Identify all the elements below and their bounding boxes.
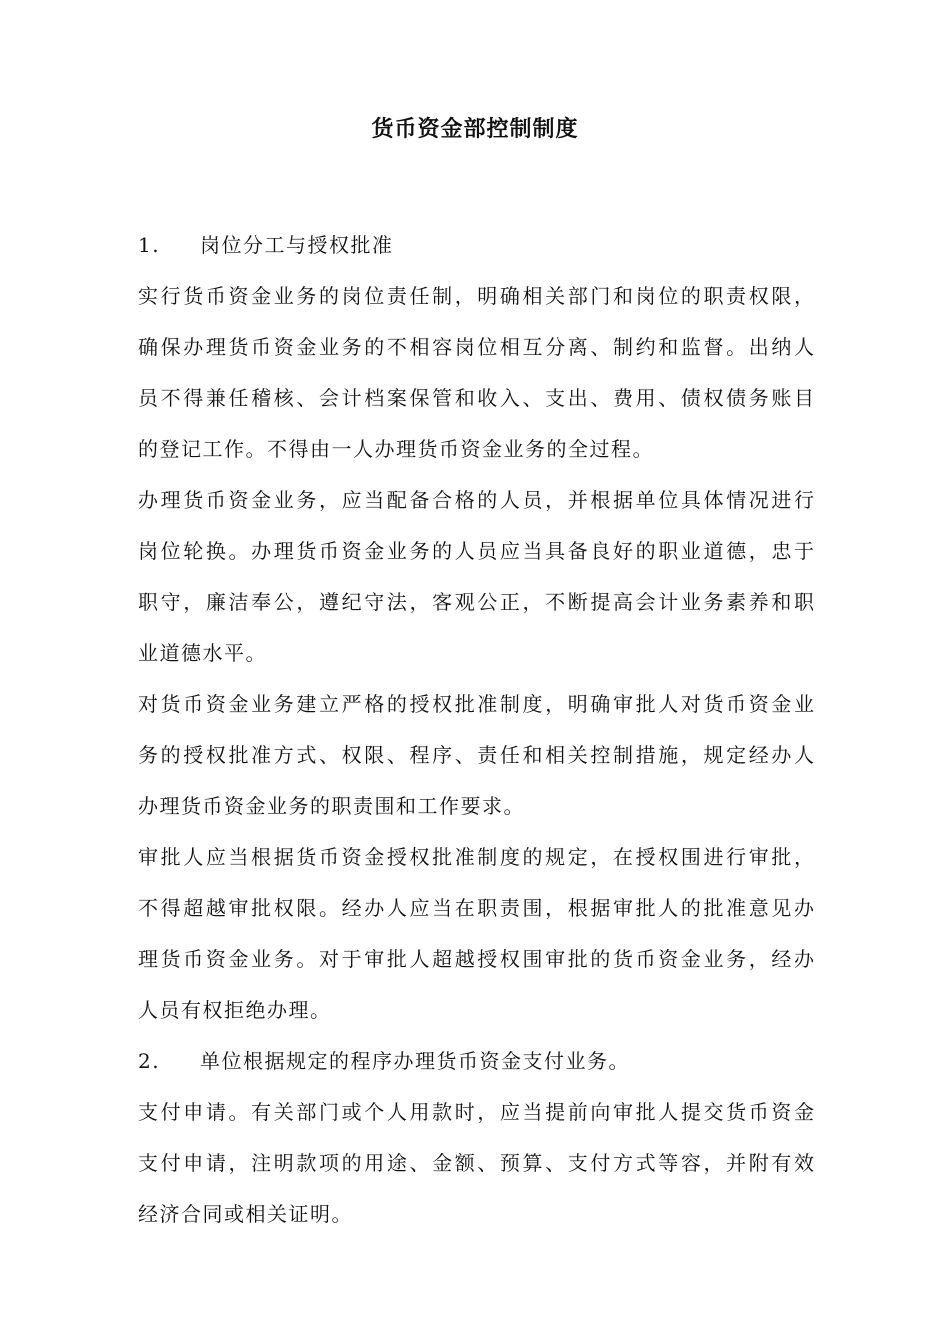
document-body [138,220,814,1240]
paragraph-line: 审批人应当根据货币资金授权批准制度的规定，在授权围进行审批， [138,845,814,869]
paragraph-line: 理货币资金业务。对于审批人超越授权围审批的货币资金业务，经办 [138,947,814,971]
section-number: 1. [138,233,161,257]
paragraph-line: 实行货币资金业务的岗位责任制，明确相关部门和岗位的职责权限， [138,284,814,308]
paragraph-line: 支付申请，注明款项的用途、金额、预算、支付方式等容，并附有效 [138,1151,814,1175]
paragraph-line: 经济合同或相关证明。 [138,1202,353,1226]
paragraph-line: 的登记工作。不得由一人办理货币资金业务的全过程。 [138,437,654,461]
section-heading-2 [138,1036,814,1087]
paragraph-line: 不得超越审批权限。经办人应当在职责围，根据审批人的批准意见办 [138,896,814,920]
section-heading-text: 单位根据规定的程序办理货币资金支付业务。 [200,1049,630,1073]
paragraph-line: 员不得兼任稽核、会计档案保管和收入、支出、费用、债权债务账目 [138,386,814,410]
paragraph-line: 业道德水平。 [138,641,267,665]
paragraph-line: 人员有权拒绝办理。 [138,998,332,1022]
paragraph-line: 务的授权批准方式、权限、程序、责任和相关控制措施，规定经办人 [138,743,814,767]
paragraph-line: 确保办理货币资金业务的不相容岗位相互分离、制约和监督。出纳人 [138,335,814,359]
paragraph-line: 办理货币资金业务，应当配备合格的人员，并根据单位具体情况进行 [138,488,814,512]
paragraph-line: 支付申请。有关部门或个人用款时，应当提前向审批人提交货币资金 [138,1100,814,1124]
paragraph-line: 职守，廉洁奉公，遵纪守法，客观公正，不断提高会计业务素养和职 [138,590,814,614]
document-title: 货币资金部控制制度 [371,117,579,142]
section-number: 2. [138,1049,161,1073]
paragraph-line: 办理货币资金业务的职责围和工作要求。 [138,794,525,818]
paragraph-line: 对货币资金业务建立严格的授权批准制度，明确审批人对货币资金业 [138,692,814,716]
section-heading-1 [138,220,814,271]
section-heading-text: 岗位分工与授权批准 [200,233,394,257]
paragraph-line: 岗位轮换。办理货币资金业务的人员应当具备良好的职业道德，忠于 [138,539,814,563]
